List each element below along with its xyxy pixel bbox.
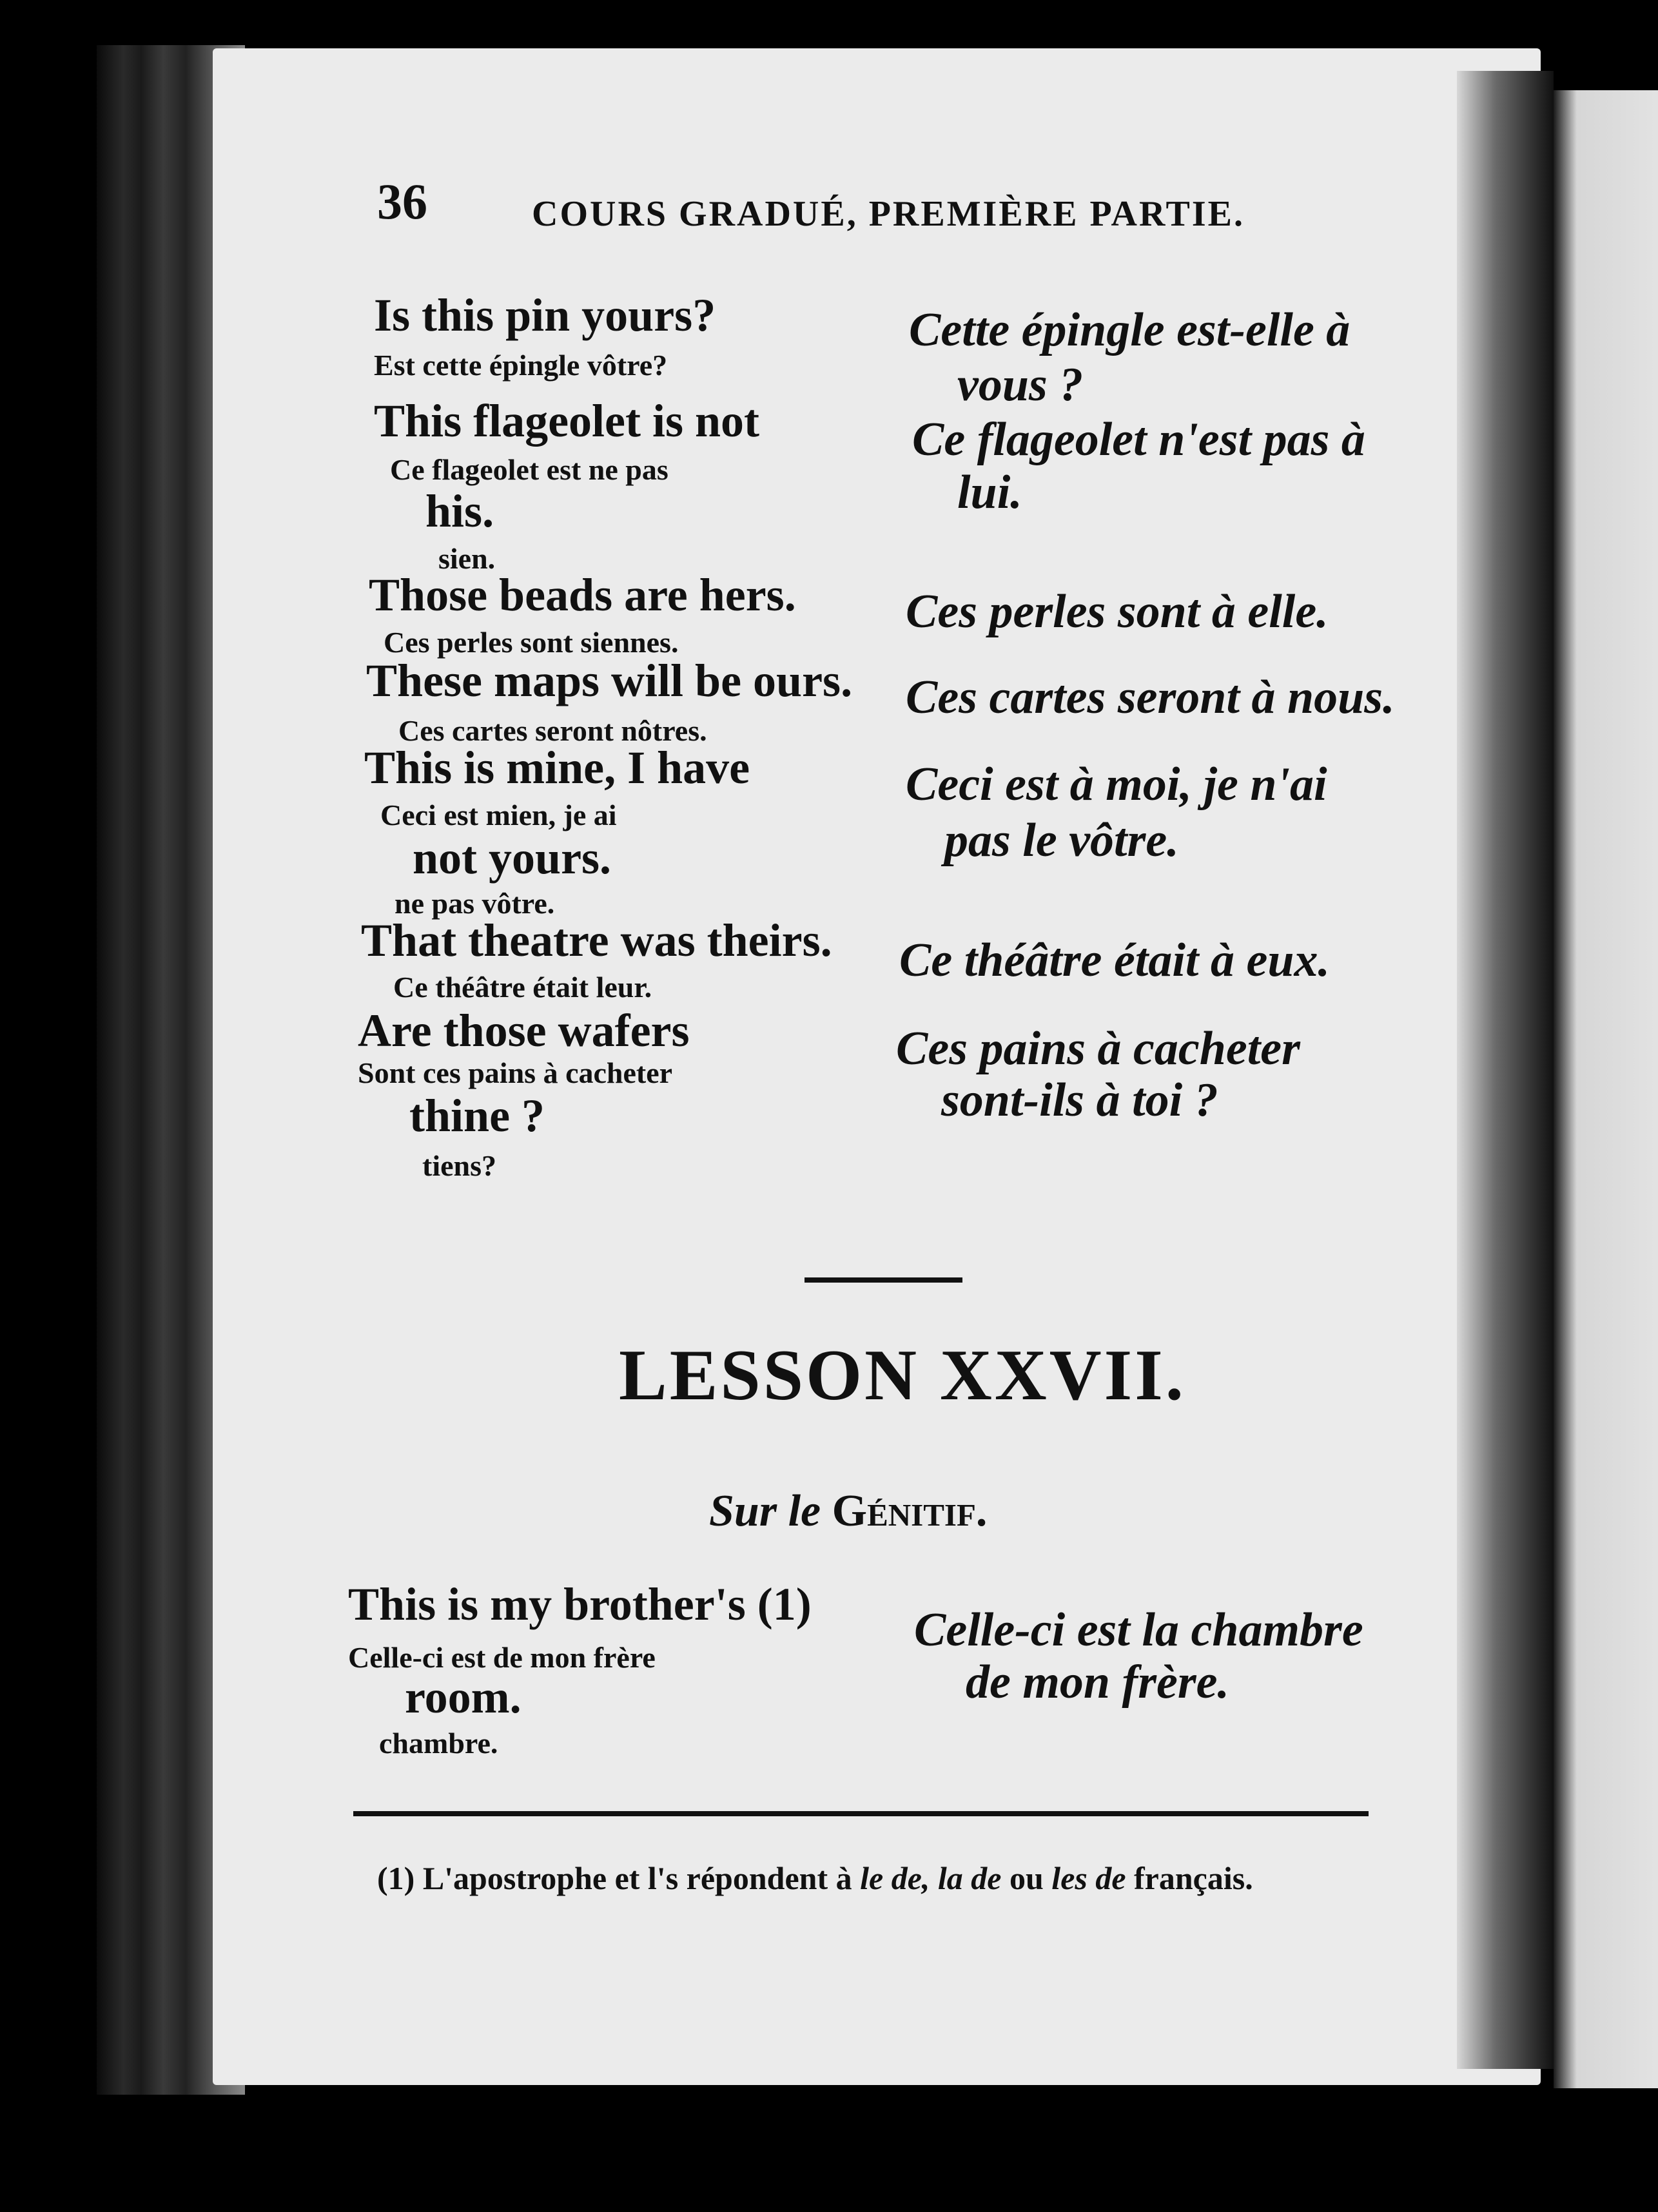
section-divider (805, 1277, 962, 1283)
subtitle-italic: Sur le (709, 1486, 821, 1536)
english-line: thine ? (409, 1090, 545, 1141)
footnote-marker: (1) (377, 1860, 415, 1896)
gloss-line: sien. (438, 542, 496, 575)
gloss-line: Ce flageolet est ne pas (390, 453, 668, 486)
english-line: not yours. (413, 832, 612, 884)
french-line: Ces perles sont à elle. (906, 585, 1329, 638)
footnote-italic: les de (1051, 1860, 1126, 1896)
english-line: Is this pin yours? (374, 289, 716, 341)
english-line: his. (425, 485, 494, 537)
french-line: Ce flageolet n'est pas à (912, 413, 1365, 466)
french-line: Ceci est à moi, je n'ai (906, 758, 1327, 811)
french-line: de mon frère. (966, 1656, 1229, 1709)
english-line: These maps will be ours. (366, 655, 853, 706)
english-line: Are those wafers (358, 1005, 690, 1056)
french-line: Ce théâtre était à eux. (899, 934, 1330, 987)
footnote-rule (353, 1811, 1369, 1816)
english-line: This is mine, I have (364, 742, 750, 793)
gloss-line: chambre. (379, 1727, 498, 1760)
lesson-title: LESSON XXVII. (619, 1335, 1186, 1415)
footnote-text: français. (1134, 1860, 1253, 1896)
french-line: Celle-ci est la chambre (914, 1604, 1363, 1656)
gloss-line: Ce théâtre était leur. (393, 971, 652, 1004)
french-line: pas le vôtre. (944, 814, 1179, 867)
footnote-text: ou (1009, 1860, 1044, 1896)
english-line: This is my brother's (1) (348, 1578, 812, 1630)
running-title: COURS GRADUÉ, PREMIÈRE PARTIE. (532, 194, 1245, 234)
gloss-line: Est cette épingle vôtre? (374, 349, 668, 382)
subtitle-caps: Génitif. (832, 1486, 988, 1536)
french-line: Ces pains à cacheter (896, 1022, 1300, 1075)
facing-page-edge (1554, 90, 1658, 2088)
english-line: This flageolet is not (374, 395, 760, 447)
french-line: lui. (957, 466, 1022, 519)
footnote-text: L'apostrophe et l's répondent à (422, 1860, 852, 1896)
french-line: vous ? (957, 358, 1084, 411)
gloss-line: Ceci est mien, je ai (380, 799, 617, 831)
footnote (377, 1859, 1253, 1897)
gloss-line: Ces perles sont siennes. (384, 626, 679, 659)
gloss-line: ne pas vôtre. (395, 887, 555, 920)
english-line: That theatre was theirs. (361, 915, 832, 966)
page-number: 36 (377, 173, 427, 229)
gloss-line: Ces cartes seront nôtres. (398, 714, 707, 747)
page-gutter (1457, 71, 1554, 2069)
gloss-line: Celle-ci est de mon frère (348, 1641, 656, 1674)
english-line: room. (405, 1671, 522, 1723)
lesson-subtitle (709, 1486, 987, 1537)
gloss-line: tiens? (422, 1149, 496, 1182)
french-line: sont-ils à toi ? (941, 1074, 1218, 1127)
french-line: Ces cartes seront à nous. (906, 671, 1395, 724)
footnote-italic: le de, la de (860, 1860, 1002, 1896)
gloss-line: Sont ces pains à cacheter (358, 1056, 673, 1089)
english-line: Those beads are hers. (369, 569, 796, 621)
french-line: Cette épingle est-elle à (909, 304, 1351, 356)
